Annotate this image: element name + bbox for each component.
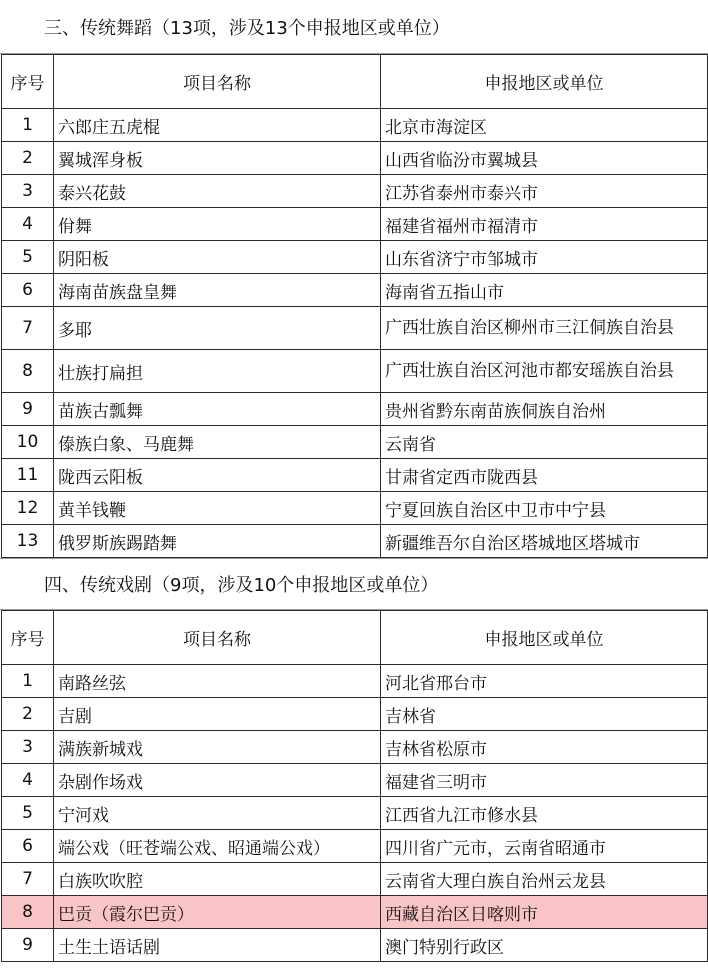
table-header-row xyxy=(2,55,708,109)
cell-number: 11 xyxy=(2,459,54,492)
cell-project: 黄羊钱鞭 xyxy=(54,492,381,525)
cell-number: 7 xyxy=(2,863,54,896)
cell-number: 1 xyxy=(2,109,54,142)
cell-number: 1 xyxy=(2,665,54,698)
table-row xyxy=(2,665,708,698)
cell-region: 四川省广元市，云南省昭通市 xyxy=(381,830,708,863)
cell-number: 8 xyxy=(2,896,54,929)
table-row xyxy=(2,393,708,426)
cell-project: 壮族打扁担 xyxy=(54,350,381,393)
cell-project: 吉剧 xyxy=(54,698,381,731)
table-row xyxy=(2,307,708,350)
table-row xyxy=(2,731,708,764)
table-row xyxy=(2,142,708,175)
table-row xyxy=(2,241,708,274)
cell-project: 俄罗斯族踢踏舞 xyxy=(54,525,381,558)
cell-number: 5 xyxy=(2,241,54,274)
cell-number: 6 xyxy=(2,830,54,863)
cell-region: 江西省九江市修水县 xyxy=(381,797,708,830)
table-row xyxy=(2,863,708,896)
cell-region: 吉林省 xyxy=(381,698,708,731)
cell-number: 2 xyxy=(2,142,54,175)
cell-number: 3 xyxy=(2,175,54,208)
cell-region: 广西壮族自治区河池市都安瑶族自治县 xyxy=(381,350,708,393)
cell-project: 满族新城戏 xyxy=(54,731,381,764)
cell-project: 土生土语话剧 xyxy=(54,929,381,962)
col-header-number: 序号 xyxy=(2,55,54,109)
col-header-region: 申报地区或单位 xyxy=(381,611,708,665)
cell-region: 澳门特别行政区 xyxy=(381,929,708,962)
table-row xyxy=(2,492,708,525)
cell-number: 9 xyxy=(2,929,54,962)
cell-project: 杂剧作场戏 xyxy=(54,764,381,797)
cell-region: 甘肃省定西市陇西县 xyxy=(381,459,708,492)
cell-project: 佾舞 xyxy=(54,208,381,241)
cell-number: 4 xyxy=(2,764,54,797)
table-row xyxy=(2,525,708,558)
cell-number: 2 xyxy=(2,698,54,731)
highlighted-table-row xyxy=(2,896,708,929)
cell-region: 山东省济宁市邹城市 xyxy=(381,241,708,274)
dance-table xyxy=(1,54,708,558)
col-header-region: 申报地区或单位 xyxy=(381,55,708,109)
cell-number: 10 xyxy=(2,426,54,459)
cell-number: 12 xyxy=(2,492,54,525)
table-row xyxy=(2,830,708,863)
cell-project: 巴贡（霞尔巴贡） xyxy=(54,896,381,929)
table-row xyxy=(2,109,708,142)
col-header-number: 序号 xyxy=(2,611,54,665)
cell-number: 4 xyxy=(2,208,54,241)
cell-project: 傣族白象、马鹿舞 xyxy=(54,426,381,459)
cell-region: 贵州省黔东南苗族侗族自治州 xyxy=(381,393,708,426)
cell-region: 云南省大理白族自治州云龙县 xyxy=(381,863,708,896)
cell-region: 江苏省泰州市泰兴市 xyxy=(381,175,708,208)
table-row xyxy=(2,274,708,307)
cell-number: 3 xyxy=(2,731,54,764)
cell-project: 苗族古瓢舞 xyxy=(54,393,381,426)
table-row xyxy=(2,764,708,797)
cell-number: 9 xyxy=(2,393,54,426)
cell-number: 7 xyxy=(2,307,54,350)
cell-project: 海南苗族盘皇舞 xyxy=(54,274,381,307)
cell-region: 广西壮族自治区柳州市三江侗族自治县 xyxy=(381,307,708,350)
cell-number: 6 xyxy=(2,274,54,307)
table-row xyxy=(2,459,708,492)
cell-region: 海南省五指山市 xyxy=(381,274,708,307)
cell-region: 云南省 xyxy=(381,426,708,459)
cell-region: 河北省邢台市 xyxy=(381,665,708,698)
cell-region: 新疆维吾尔自治区塔城地区塔城市 xyxy=(381,525,708,558)
col-header-project: 项目名称 xyxy=(54,55,381,109)
cell-region: 福建省三明市 xyxy=(381,764,708,797)
cell-project: 端公戏（旺苍端公戏、昭通端公戏） xyxy=(54,830,381,863)
table-row xyxy=(2,797,708,830)
table-row xyxy=(2,350,708,393)
cell-region: 西藏自治区日喀则市 xyxy=(381,896,708,929)
cell-number: 8 xyxy=(2,350,54,393)
cell-number: 5 xyxy=(2,797,54,830)
section-title-dance: 三、传统舞蹈（13项，涉及13个申报地区或单位） xyxy=(0,0,708,54)
cell-region: 北京市海淀区 xyxy=(381,109,708,142)
table-row xyxy=(2,208,708,241)
cell-region: 山西省临汾市翼城县 xyxy=(381,142,708,175)
drama-table xyxy=(1,610,708,962)
table-row xyxy=(2,929,708,962)
cell-project: 白族吹吹腔 xyxy=(54,863,381,896)
table-row xyxy=(2,426,708,459)
cell-project: 翼城浑身板 xyxy=(54,142,381,175)
table-header-row xyxy=(2,611,708,665)
cell-region: 福建省福州市福清市 xyxy=(381,208,708,241)
cell-project: 宁河戏 xyxy=(54,797,381,830)
table-row xyxy=(2,698,708,731)
cell-project: 阴阳板 xyxy=(54,241,381,274)
cell-region: 吉林省松原市 xyxy=(381,731,708,764)
cell-number: 13 xyxy=(2,525,54,558)
section-title-drama: 四、传统戏剧（9项，涉及10个申报地区或单位） xyxy=(0,558,708,610)
cell-project: 陇西云阳板 xyxy=(54,459,381,492)
cell-project: 多耶 xyxy=(54,307,381,350)
table-row xyxy=(2,175,708,208)
cell-project: 南路丝弦 xyxy=(54,665,381,698)
cell-project: 六郎庄五虎棍 xyxy=(54,109,381,142)
cell-project: 泰兴花鼓 xyxy=(54,175,381,208)
col-header-project: 项目名称 xyxy=(54,611,381,665)
cell-region: 宁夏回族自治区中卫市中宁县 xyxy=(381,492,708,525)
